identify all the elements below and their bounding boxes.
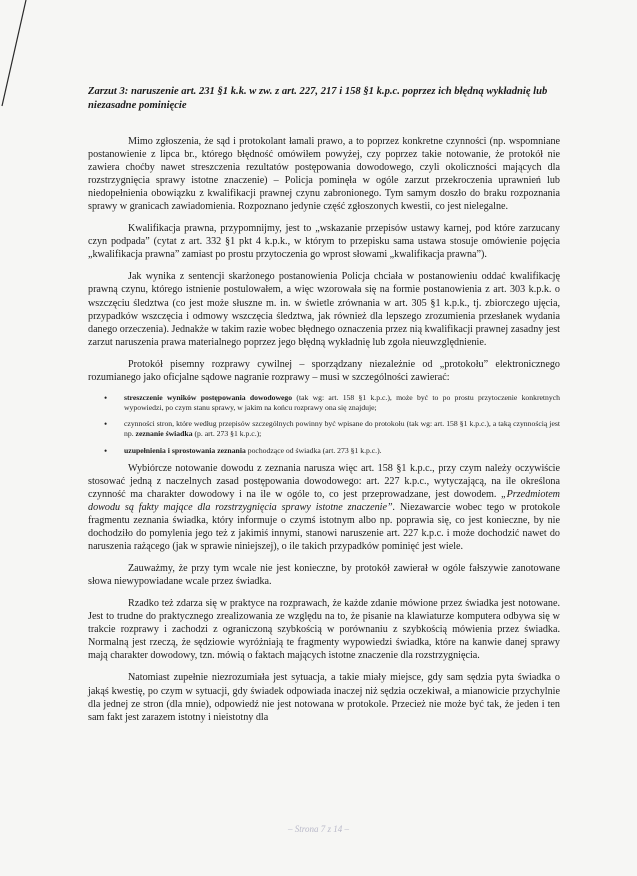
list-item bbox=[104, 445, 560, 456]
paragraph-5-quote: „Przedmiotem dowodu są fakty mające dla rozstrzygnięcia sprawy istotne znaczenie”. bbox=[88, 488, 560, 513]
paragraph-2: Kwalifikacja prawna, przypomnijmy, jest to „wskazanie przepisów ustawy karnej, pod które zarzucany czyn podpada” (cytat z art. 332 §1 pkt 4 k.p.k., w którym to przepisku sama ustawa stosuje omówienie pojęcia „kwalifikacja prawna” zamiast po prostu przytoczenia go wprost słowami „kwalifikacja prawna”). bbox=[88, 223, 560, 261]
list-item-bold: streszczenie wyników postępowania dowodowego bbox=[124, 392, 293, 402]
scan-edge-line bbox=[0, 0, 30, 110]
paragraph-8: Natomiast zupełnie niezrozumiała jest sytuacja, a takie miały miejsce, gdy sam sędzia pyta świadka o jakąś kwestię, po czym w sytuacji, gdy świadek odpowiada inaczej niż sędzia oczekiwał, a mianowicie przychylnie dla jednej ze stron (dla mnie), odpowiedź nie jest notowana w protokole. Przecież nie może być tak, że jeden i ten sam fakt jest zarazem istotny i nieistotny dla bbox=[88, 672, 560, 723]
paragraph-7: Rzadko też zdarza się w praktyce na rozprawach, że każde zdanie mówione przez świadka jest notowane. Jest to trudne do praktycznego zrealizowania ze względu na to, że pisanie na klawiaturze komputera odbywa się w trakcie rozprawy i zachodzi z ograniczoną szybkością w porównaniu z szybkością mówienia przez świadka. Normalną jest rzeczą, że sędziowie wyróżniają te fragmenty wypowiedzi świadka, które na kanwie danej sprawy mają charakter dowodowy, tzn. mówią o faktach mających istotne znaczenie dla rozstrzygnięcia. bbox=[88, 598, 560, 662]
list-item bbox=[104, 392, 560, 413]
list-item bbox=[104, 419, 560, 439]
section-heading: Zarzut 3: naruszenie art. 231 §1 k.k. w zw. z art. 227, 217 i 158 §1 k.p.c. poprzez ich błędną wykładnię lub niezasadne pominięcie bbox=[88, 86, 548, 111]
bullet-dot: • bbox=[104, 445, 108, 456]
list-item-text: czynności stron, które według przepisów szczególnych powinny być wpisane do protokołu (tak wg: art. 158 §1 k.p.c.), a taką czynnością jest np. bbox=[124, 419, 560, 439]
document-body bbox=[88, 135, 560, 733]
list-item-bold: zeznanie świadka bbox=[135, 429, 193, 439]
paragraph-5-text: Niezawarcie wobec tego w protokole fragmentu zeznania świadka, który informuje o czymś istotnym albo np. poprawia się, co jest konieczne, by nie dochodziło do pomylenia jego też z jakimiś innymi, stanowi naruszenie art. 227 k.p.c. i może dochodzić nawet do naruszenia rażącego (jak w sprawie niniejszej), o ile takich przypadków pominięć jest wiele. bbox=[88, 501, 560, 553]
bullet-dot: • bbox=[104, 419, 108, 430]
paragraph-1: Mimo zgłoszenia, że sąd i protokolant łamali prawo, a to poprzez konkretne czynności (np. wspomniane postanowienie z lipca br., którego błędność omówiłem powyżej, czy poprzez takie notowanie, że protokół nie zawiera choćby nawet streszczenia rezultatów postępowania dowodowego, czyli okoliczności mających dla rozstrzygnięcia sprawy istotne znaczenie) – Policja pominęła w ogóle zarzut przekroczenia uprawnień lub niedopełnienia obowiązku z kwalifikacji prawnej czynu zabronionego. Tym samym doszło do braku rozpoznania sprawy w granicach zawiadomienia. Rozpoznano jedynie część zgłoszonych kwestii, co jest nielegalne. bbox=[88, 136, 560, 213]
paragraph-4: Protokół pisemny rozprawy cywilnej – sporządzany niezależnie od „protokołu” elektronicznego rozumianego jako oficjalne sądowe nagranie rozprawy – musi w szczególności zawierać: bbox=[88, 358, 560, 383]
paragraph-6: Zauważmy, że przy tym wcale nie jest konieczne, by protokół zawierał w ogóle fałszywie zanotowane słowa niewypowiadane wcale przez świadka. bbox=[88, 563, 560, 588]
list-item-text: (p. art. 273 §1 k.p.c.); bbox=[192, 429, 262, 439]
list-item-bold: uzupełnienia i sprostowania zeznania bbox=[124, 445, 246, 455]
page-number-footer: – Strona 7 z 14 – bbox=[288, 824, 349, 834]
paragraph-3: Jak wynika z sentencji skarżonego postanowienia Policja chciała w postanowieniu oddać kwalifikację prawną czynu, którego istnienie postulowałem, a więc wzorowała się na formie postanowienia z art. 303 k.p.k. o wszczęciu śledztwa (co jest może słuszne m. in. w świetle zrównania w art. 305 §1 k.p.k., tj. zbiorczego ujęcia, przypadków wszczęcia i odmowy wszczęcia śledztwa, jak również dla lepszego zrozumienia przesłanek wydania danego orzeczenia). Jednakże w takim razie wobec błędnego oznaczenia przez nią kwalifikacji prawnej zasadny jest zarzut naruszenia prawa materialnego poprzez jego błędną wykładnię lub zgoła nieuwzględnienie. bbox=[88, 271, 560, 348]
bullet-dot: • bbox=[104, 392, 108, 403]
list-item-text: (tak wg: art. 158 §1 k.p.c.), może być to po prostu przytoczenie konkretnych wypowiedzi, po czym stanu sprawy, w jakim na końcu rozprawy ona się znajduje; bbox=[124, 392, 560, 412]
requirements-list bbox=[88, 393, 560, 456]
paragraph-5-text: Wybiórcze notowanie dowodu z zeznania narusza więc art. 158 §1 k.p.c., przy czym należy oczywiście stosować jedną z naczelnych zasad postępowania dowodowego: art. 227 k.p.c., wytyczającą, na ile określona czynność ma charakter dowodowy i na ile w ogóle to, co jest przeprowadzane, jest dowodem. bbox=[88, 462, 560, 500]
list-item-text: pochodzące od świadka (art. 273 §1 k.p.c.). bbox=[245, 445, 382, 455]
paragraph-5 bbox=[88, 462, 560, 553]
